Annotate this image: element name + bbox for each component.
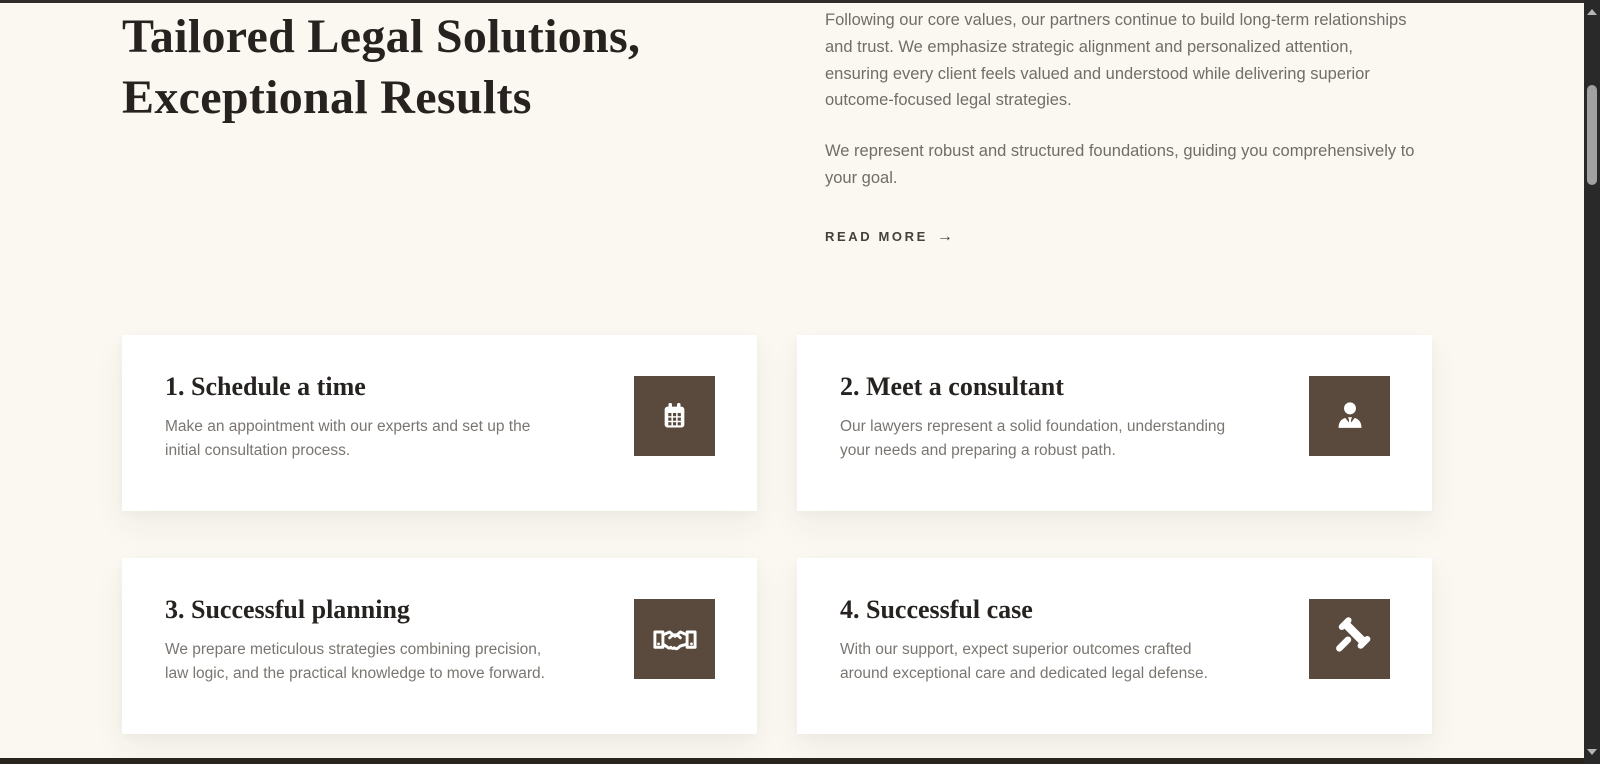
scrollbar[interactable] <box>1584 0 1600 764</box>
intro-paragraph-2: We represent robust and structured foundations, guiding you comprehensively to your goal. <box>825 142 1415 187</box>
step-description: Our lawyers represent a solid foundation, understanding your needs and preparing a robust path. <box>840 418 1226 459</box>
step-icon-tile <box>634 599 715 679</box>
steps-grid <box>122 335 1432 734</box>
user-tie-icon <box>1332 398 1368 434</box>
step-icon-tile <box>1309 599 1390 679</box>
calendar-icon <box>657 399 692 434</box>
intro-paragraph-1: Following our core values, our partners continue to build long-term relationships and trust. We emphasize strategic alignment and personalized attention, ensuring every client feels valued and understood while delivering superior outcome-focused legal strategies. <box>825 11 1407 110</box>
step-title: 3. Successful planning <box>165 595 410 624</box>
step-icon-tile <box>1309 376 1390 456</box>
section-title-line-2: Exceptional Results <box>122 71 532 124</box>
arrow-up-icon <box>1587 9 1597 15</box>
read-more-label: READ MORE <box>825 229 928 245</box>
bottom-strip <box>0 758 1584 764</box>
step-description: With our support, expect superior outcomes crafted around exceptional care and dedicated legal defense. <box>840 641 1208 682</box>
step-card-schedule <box>122 335 757 511</box>
scrollbar-down-button[interactable] <box>1584 744 1600 760</box>
read-more-link[interactable] <box>825 229 953 245</box>
section-title <box>122 6 782 128</box>
step-title: 1. Schedule a time <box>165 372 366 401</box>
gavel-icon <box>1327 616 1373 662</box>
step-title: 4. Successful case <box>840 595 1033 624</box>
handshake-icon <box>652 621 698 658</box>
top-strip <box>0 0 1600 3</box>
intro-section-right <box>825 7 1419 246</box>
step-card-planning <box>122 558 757 734</box>
arrow-down-icon <box>1587 749 1597 755</box>
step-title: 2. Meet a consultant <box>840 372 1064 401</box>
step-description: Make an appointment with our experts and set up the initial consultation process. <box>165 418 531 459</box>
step-card-case <box>797 558 1432 734</box>
scrollbar-up-button[interactable] <box>1584 4 1600 20</box>
step-card-consultant <box>797 335 1432 511</box>
intro-section-left <box>122 6 782 128</box>
arrow-right-icon: → <box>936 227 953 245</box>
section-title-line-1: Tailored Legal Solutions, <box>122 10 641 63</box>
scrollbar-thumb[interactable] <box>1587 85 1597 185</box>
step-description: We prepare meticulous strategies combining precision, law logic, and the practical knowledge to move forward. <box>165 641 545 682</box>
step-icon-tile <box>634 376 715 456</box>
